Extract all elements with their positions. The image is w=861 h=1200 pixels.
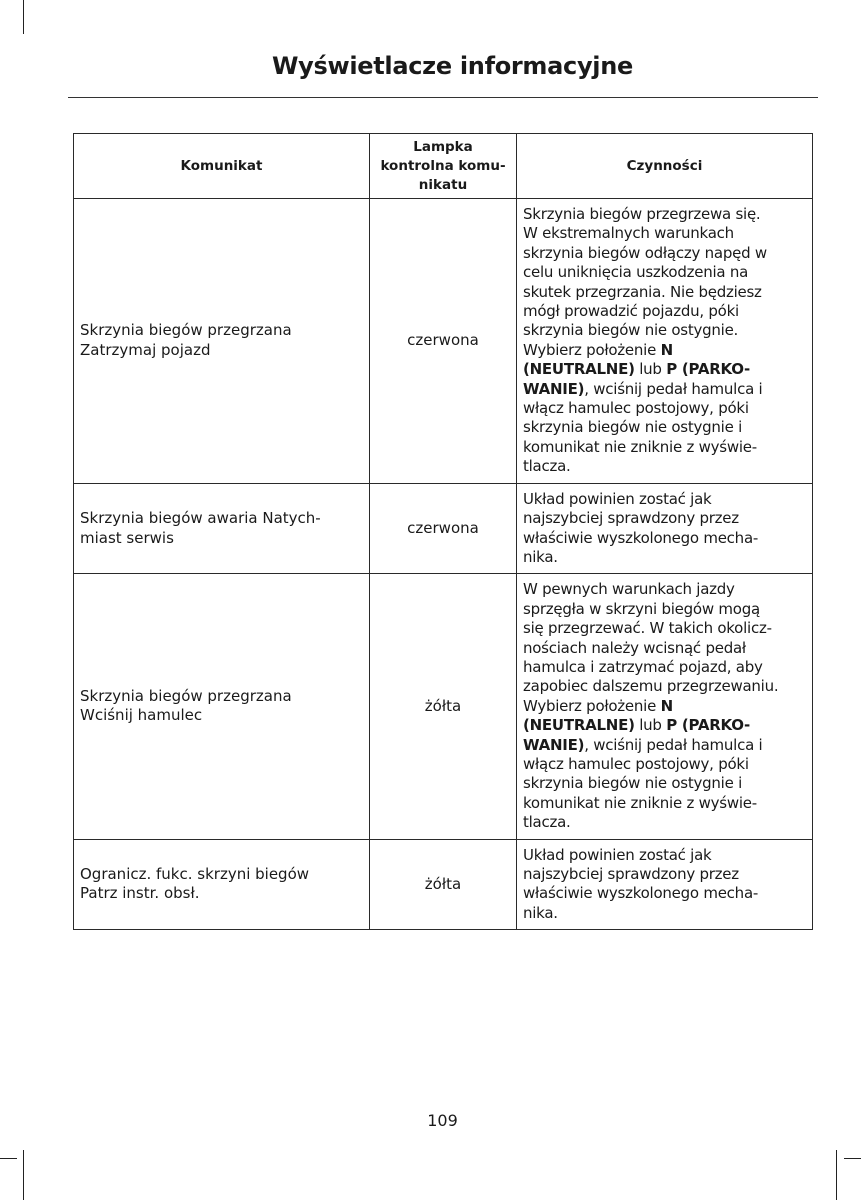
header-lamp-line: kontrolna komu- [380, 157, 506, 174]
action-text-bold: WANIE) [523, 735, 585, 754]
action-line [523, 677, 806, 696]
action-line [523, 302, 806, 321]
message-line: Patrz instr. obsł. [80, 884, 200, 903]
messages-table [73, 133, 813, 930]
lamp-color-cell: żółta [370, 574, 517, 839]
action-line [523, 904, 806, 923]
action-line [523, 360, 806, 379]
action-text: lub [634, 716, 667, 735]
action-line [523, 490, 806, 509]
message-line: Skrzynia biegów przegrzana [80, 687, 292, 706]
action-text: Wybierz położenie [523, 340, 661, 359]
action-line [523, 205, 806, 224]
action-line [523, 341, 806, 360]
action-line [523, 399, 806, 418]
message-line: Skrzynia biegów awaria Natych- [80, 509, 321, 528]
action-line [523, 794, 806, 813]
action-text: hamulca i zatrzymać pojazd, aby [523, 657, 763, 676]
action-text: najszybciej sprawdzony przez [523, 509, 739, 528]
lamp-color-cell: żółta [370, 839, 517, 930]
action-cell [517, 574, 813, 839]
table-row [74, 574, 813, 839]
action-text: Układ powinien zostać jak [523, 845, 712, 864]
action-text: , wciśnij pedał hamulca i [584, 735, 763, 754]
action-line [523, 639, 806, 658]
crop-mark-bottom-right-vertical [836, 1150, 837, 1200]
message-cell [74, 839, 370, 930]
action-text-bold: (NEUTRALNE) [523, 716, 635, 735]
action-line [523, 580, 806, 599]
action-text-bold: WANIE) [523, 379, 585, 398]
action-line [523, 548, 806, 567]
message-line: miast serwis [80, 528, 174, 547]
action-text: zapobiec dalszemu przegrzewaniu. [523, 677, 779, 696]
header-message: Komunikat [74, 134, 370, 199]
action-text: komunikat nie zniknie z wyświe- [523, 437, 757, 456]
action-text: się przegrzewać. W takich okolicz- [523, 619, 772, 638]
action-text: komunikat nie zniknie z wyświe- [523, 793, 757, 812]
action-line [523, 263, 806, 282]
action-cell [517, 839, 813, 930]
message-line: Skrzynia biegów przegrzana [80, 321, 292, 340]
page-title: Wyświetlacze informacyjne [271, 52, 633, 80]
table-row [74, 199, 813, 484]
action-line [523, 774, 806, 793]
action-line [523, 283, 806, 302]
action-line [523, 813, 806, 832]
action-line [523, 529, 806, 548]
action-line [523, 224, 806, 243]
table-header-row [74, 134, 813, 199]
action-line [523, 600, 806, 619]
action-text-bold: N [660, 340, 673, 359]
action-line [523, 380, 806, 399]
action-text: włącz hamulec postojowy, póki [523, 754, 749, 773]
action-text: tlacza. [523, 813, 571, 832]
action-line [523, 736, 806, 755]
action-line [523, 884, 806, 903]
action-text: tlacza. [523, 457, 571, 476]
action-text: sprzęgła w skrzyni biegów mogą [523, 599, 760, 618]
action-text: mógł prowadzić pojazdu, póki [523, 302, 739, 321]
table-body [74, 199, 813, 930]
action-line [523, 509, 806, 528]
action-text: Układ powinien zostać jak [523, 489, 712, 508]
action-text-bold: P (PARKO- [666, 360, 750, 379]
action-line [523, 697, 806, 716]
table-row [74, 483, 813, 574]
message-cell [74, 483, 370, 574]
message-line: Ogranicz. fukc. skrzyni biegów [80, 865, 310, 883]
action-text: nika. [523, 903, 558, 922]
action-text: celu uniknięcia uszkodzenia na [523, 263, 749, 282]
action-text-bold: N [660, 696, 673, 715]
action-text: właściwie wyszkolonego mecha- [523, 528, 759, 547]
action-text: skrzynia biegów nie ostygnie i [523, 774, 742, 793]
message-line: Zatrzymaj pojazd [80, 340, 211, 359]
action-text: , wciśnij pedał hamulca i [584, 379, 763, 398]
action-text: skrzynia biegów odłączy napęd w [523, 243, 767, 262]
action-text: najszybciej sprawdzony przez [523, 865, 739, 883]
action-line [523, 865, 806, 884]
crop-mark-top-left [23, 0, 24, 34]
message-cell [74, 199, 370, 484]
action-text: W ekstremalnych warunkach [523, 224, 734, 243]
action-text: nika. [523, 547, 558, 566]
action-line [523, 321, 806, 340]
crop-mark-bottom-left-horizontal [0, 1158, 17, 1159]
action-cell [517, 483, 813, 574]
lamp-color-cell: czerwona [370, 199, 517, 484]
header-action: Czynności [517, 134, 813, 199]
header-lamp-line: nikatu [418, 176, 468, 193]
crop-mark-bottom-left-vertical [23, 1150, 24, 1200]
header-lamp-line: Lampka [413, 138, 473, 155]
action-text: nościach należy wcisnąć pedał [523, 638, 746, 657]
crop-mark-bottom-right-horizontal [844, 1158, 861, 1159]
action-line [523, 755, 806, 774]
action-text: skrzynia biegów nie ostygnie i [523, 418, 742, 437]
action-text: włącz hamulec postojowy, póki [523, 399, 749, 418]
action-cell [517, 199, 813, 484]
action-line [523, 716, 806, 735]
action-line [523, 658, 806, 677]
action-line [523, 846, 806, 865]
action-line [523, 457, 806, 476]
message-cell [74, 574, 370, 839]
action-text: Skrzynia biegów przegrzewa się. [523, 205, 761, 223]
action-text: właściwie wyszkolonego mecha- [523, 884, 759, 903]
action-text: skutek przegrzania. Nie będziesz [523, 282, 762, 301]
action-text: skrzynia biegów nie ostygnie. [523, 321, 739, 340]
action-line [523, 438, 806, 457]
table-row [74, 839, 813, 930]
action-line [523, 244, 806, 263]
lamp-color-cell: czerwona [370, 483, 517, 574]
action-text: lub [634, 360, 667, 379]
action-text: W pewnych warunkach jazdy [523, 580, 735, 599]
page-number: 109 [427, 1111, 458, 1130]
action-text: Wybierz położenie [523, 696, 661, 715]
action-text-bold: (NEUTRALNE) [523, 360, 635, 379]
message-line: Wciśnij hamulec [80, 706, 203, 725]
header-lamp [370, 134, 517, 199]
action-line [523, 418, 806, 437]
title-divider [68, 97, 818, 98]
action-line [523, 619, 806, 638]
action-text-bold: P (PARKO- [666, 716, 750, 735]
